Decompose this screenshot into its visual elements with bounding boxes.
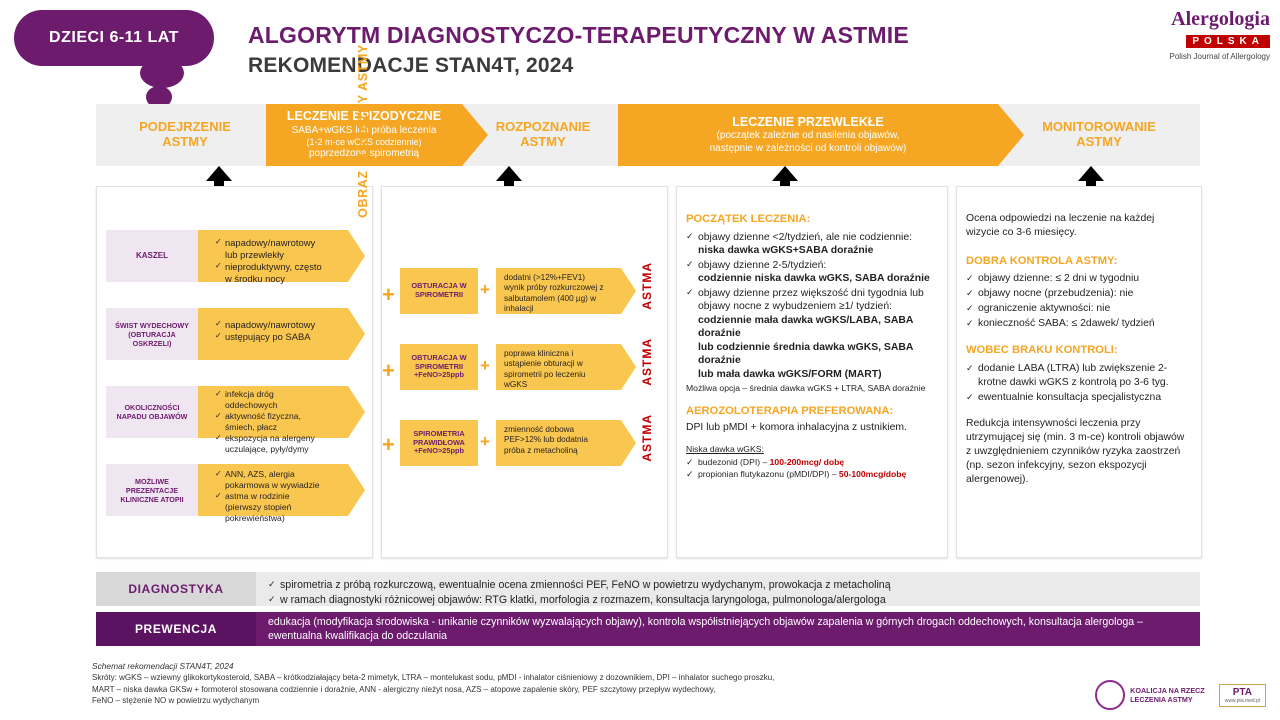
test-detail-obstruction [496, 268, 621, 314]
journal-logo-country: POLSKA [1186, 35, 1270, 48]
symptom-label-cough: KASZEL [106, 230, 198, 282]
koalicja-line2: LECZENIA ASTMY [1130, 695, 1193, 704]
koalicja-line1: KOALICJA NA RZECZ [1130, 686, 1205, 695]
symptom-label-circumstances: OKOLICZNOŚCI NAPADU OBJAWÓW [106, 386, 198, 438]
test-row-obstruction-feno [400, 344, 635, 390]
amber-arrowhead [621, 420, 636, 466]
page-subtitle: REKOMENDACJE STAN4T, 2024 [248, 54, 574, 77]
list-item [686, 469, 938, 480]
diagnostics-label: DIAGNOSTYKA [96, 572, 256, 606]
amber-arrowhead [621, 268, 636, 314]
plus-sign-1: + [382, 282, 395, 307]
pta-logo [1219, 684, 1266, 707]
monitoring-block [966, 212, 1190, 487]
treatment-item-3-text: objawy dzienne przez większość dni tygodnia lub objawy nocne z wybudzeniem ≥1/ tydzień: [698, 287, 924, 313]
footnote-source: Schemat rekomendacji STAN4T, 2024 [92, 661, 234, 671]
list-item: ✓ infekcja dróg oddechowych [216, 389, 328, 411]
flow-step-episodic-title: LECZENIE EPIZODYCZNE [286, 109, 442, 124]
monitoring-intro: Ocena odpowiedzi na leczenie na każdej wizycie co 3-6 miesięcy. [966, 213, 1155, 239]
symptom-detail-wheeze [198, 308, 348, 360]
age-group-badge: DZIECI 6-11 LAT [14, 10, 214, 66]
doses-title: Niska dawka wGKS: [686, 444, 764, 455]
list-item: ✓ aktywność fizyczna, śmiech, płacz [216, 411, 328, 433]
list-item [686, 259, 938, 286]
list-item: ✓ ekspozycja na alergeny uczulające, pyły/dymy [216, 433, 328, 455]
pta-logo-url: www.pta.med.pl [1224, 697, 1260, 704]
test-detail-obstruction-feno [496, 344, 621, 390]
list-item: ✓ astma w rodzinie (pierwszy stopień pokrewieństwa) [216, 491, 328, 524]
list-item [686, 457, 938, 468]
treatment-item-3-bold2: lub codziennie średnia dawka wGKS, SABA doraźnie [698, 341, 913, 367]
journal-logo [1090, 8, 1270, 61]
result-asthma-2: ASTMA [640, 338, 654, 386]
dose-2-name: propionian flutykazonu (pMDI/DPI) – [698, 468, 839, 479]
treatment-start-heading: POCZĄTEK LECZENIA: [686, 213, 811, 225]
treatment-item-2-text: objawy dzienne 2-5/tydzień: [698, 259, 827, 271]
symptom-row-circumstances [106, 386, 358, 454]
koalicja-emblem-icon [1095, 680, 1125, 710]
footnote-abbrev-2: MART – niska dawka GKSw + formoterol stosowana codziennie i doraźnie, ANN - alergiczny nieżyt nosa, AZS – atopowe zapalenie skóry, PEF szczytowy przepływ wydechowy, [92, 684, 716, 694]
flow-step-suspicion-line2: ASTMY [162, 134, 208, 149]
test-label-obstruction-feno: OBTURACJA W SPIROMETRII +FeNO>25ppb [400, 344, 478, 390]
test-detail-text: poprawa kliniczna i ustąpienie obturacji w spirometrii po leczeniu wGKS [504, 349, 586, 389]
dose-1-name: budezonid (DPI) – [698, 456, 770, 467]
flow-step-chronic-treatment [618, 104, 998, 166]
amber-arrowhead [348, 386, 365, 438]
treatment-note: Możliwa opcja – średnia dawka wGKS + LTRA, SABA doraźnie [686, 383, 926, 394]
journal-logo-name: Alergologia [1171, 8, 1270, 30]
footnotes [92, 660, 992, 707]
list-item: ✓ ograniczenie aktywności: nie [966, 302, 1190, 316]
dose-2-value: 50-100mcg/dobę [838, 468, 907, 479]
symptom-row-atopy [106, 464, 358, 523]
symptom-label-atopy: MOŻLIWE PREZENTACJE KLINICZNE ATOPII [106, 464, 198, 516]
test-row-normal-spirometry [400, 420, 635, 466]
symptom-row-cough [106, 230, 358, 285]
pta-logo-text: PTA [1232, 686, 1252, 698]
symptom-row-wheeze [106, 308, 358, 360]
flow-step-monitoring-line2: ASTMY [1076, 134, 1122, 149]
symptom-label-wheeze: ŚWIST WYDECHOWY (OBTURACJA OSKRZELI) [106, 308, 198, 360]
result-asthma-1: ASTMA [640, 262, 654, 310]
prevention-content: edukacja (modyfikacja środowiska - unikanie czynników wyzwalających objawy), kontrola współistniejących objawów zapalenia w górnych drogach oddechowych, konsultacja alergologa – ewentualna kwalifikacja do odczulania [268, 616, 1144, 642]
amber-arrowhead [348, 308, 365, 360]
partner-logos [1095, 680, 1266, 710]
plus-sign-2: + [382, 358, 395, 383]
list-item: ✓ napadowy/nawrotowy lub przewlekły [216, 237, 328, 261]
symptom-detail-cough [198, 230, 348, 285]
list-item: ✓ konieczność SABA: ≤ 2dawek/ tydzień [966, 317, 1190, 331]
flow-step-suspicion-line1: PODEJRZENIE [139, 119, 231, 135]
journal-logo-subtitle: Polish Journal of Allergology [1169, 52, 1270, 61]
flow-step-suspicion [110, 104, 260, 166]
diagnostics-bar [96, 572, 1200, 606]
prevention-label: PREWENCJA [96, 612, 256, 646]
flow-step-monitoring-line1: MONITOROWANIE [1042, 119, 1156, 135]
treatment-item-1-bold: niska dawka wGKS+SABA doraźnie [698, 245, 874, 257]
aerosol-text: DPI lub pMDI + komora inhalacyjna z ustnikiem. [686, 421, 907, 433]
list-item: ✓ objawy nocne (przebudzenia): nie [966, 287, 1190, 301]
list-item: ✓ nieproduktywny, często w środku nocy [216, 261, 328, 285]
test-row-obstruction [400, 268, 635, 314]
treatment-item-3-bold: codziennie mała dawka wGKS/LABA, SABA doraźnie [698, 314, 913, 340]
footnote-abbrev-3: FeNO – stężenie NO w powietrzu wydychanym [92, 696, 260, 706]
list-item: ✓ spirometria z próbą rozkurczową, ewentualnie ocena zmienności PEF, FeNO w powietrzu wydychanym, prowokacja z metacholiną [268, 579, 1183, 593]
footnote-abbrev-1: Skróty: wGKS – wziewny glikokortykosteroid, SABA – krótkodziałający beta-2 mimetyk, LTRA – montelukast sodu, pMDI - inhalator ciśnieniowy z dozownikiem, DPI – inhalator suchego proszku, [92, 673, 775, 683]
aerosol-heading: AEROZOLOTERAPIA PREFEROWANA: [686, 404, 894, 417]
treatment-item-2-bold: codziennie niska dawka wGKS, SABA doraźnie [698, 273, 930, 285]
flow-step-diagnosis-line1: ROZPOZNANIE [495, 119, 591, 135]
diagnostics-content [268, 576, 1183, 609]
flow-step-episodic-line2: (1-2 m-ce wGKS codziennie) [306, 137, 422, 148]
koalicja-logo-text [1130, 686, 1205, 704]
symptom-detail-circumstances [198, 386, 348, 454]
koalicja-logo [1095, 680, 1205, 710]
flow-step-chronic-title: LECZENIE PRZEWLEKŁE [732, 114, 884, 129]
plus-icon: + [480, 280, 490, 299]
good-control-heading: DOBRA KONTROLA ASTMY: [966, 255, 1118, 268]
treatment-start-block [686, 212, 938, 480]
list-item [686, 287, 938, 382]
list-item: ✓ napadowy/nawrotowy [216, 319, 328, 331]
no-control-heading: WOBEC BRAKU KONTROLI: [966, 344, 1118, 357]
prevention-bar [96, 612, 1200, 646]
plus-sign-3: + [382, 432, 395, 457]
list-item: ✓ dodanie LABA (LTRA) lub zwiększenie 2-krotne dawki wGKS z kontrolą po 3-6 tyg. [966, 362, 1190, 390]
test-label-normal-spirometry: SPIROMETRIA PRAWIDŁOWA +FeNO>25ppb [400, 420, 478, 466]
flow-step-diagnosis-line2: ASTMY [520, 134, 566, 149]
test-detail-text: zmienność dobowa PEF>12% lub dodatnia próba z metacholiną [504, 425, 588, 455]
treatment-item-3-bold3: lub mała dawka wGKS/FORM (MART) [698, 368, 882, 380]
list-item: ✓ objawy dzienne: ≤ 2 dni w tygodniu [966, 272, 1190, 286]
flow-step-chronic-line2: następnie w zależności od kontroli objawów) [709, 142, 907, 154]
amber-arrowhead [621, 344, 636, 390]
result-asthma-3: ASTMA [640, 414, 654, 462]
list-item: ✓ w ramach diagnostyki różnicowej objawów: RTG klatki, morfologia z rozmazem, konsultacja laryngologa, pulmonologa/alergologa [268, 594, 1183, 608]
list-item [686, 231, 938, 258]
dose-1-value: 100-200mcg/ dobę [769, 456, 845, 467]
list-item: ✓ ANN, AZS, alergia pokarmowa w wywiadzie [216, 469, 328, 491]
test-label-obstruction: OBTURACJA W SPIROMETRII [400, 268, 478, 314]
test-detail-text: dodatni (>12%+FEV1) wynik próby rozkurczowej z salbutamolem (400 µg) w inhalacji [504, 273, 604, 313]
clinical-picture-vertical-label: OBRAZ KLINICZNY ASTMY [356, 44, 370, 218]
list-item: ✓ ustępujący po SABA [216, 331, 328, 343]
symptom-detail-atopy [198, 464, 348, 523]
plus-icon: + [480, 356, 490, 375]
test-detail-normal-spirometry [496, 420, 621, 466]
list-item: ✓ ewentualnie konsultacja specjalistyczna [966, 391, 1190, 405]
flow-step-monitoring [1006, 104, 1192, 166]
flow-step-episodic-line3: poprzedzona spirometrią [308, 148, 420, 160]
page-title: ALGORYTM DIAGNOSTYCZO-TERAPEUTYCZNY W ASTMIE [248, 22, 909, 48]
flow-step-diagnosis [478, 104, 608, 166]
amber-arrowhead [348, 464, 365, 516]
monitoring-outro: Redukcja intensywności leczenia przy utrzymującej się (min. 3 m-ce) kontroli objawów z uwzględnieniem czynników ryzyka zaostrzeń (np. sezon infekcyjny, sezon ekspozycji alergenowej). [966, 417, 1185, 485]
flow-step-episodic-line1: SABA+wGKS lub próba leczenia [291, 124, 437, 136]
flow-step-chronic-line1: (początek zależnie od nasilenia objawów, [716, 130, 900, 142]
treatment-item-1-text: objawy dzienne <2/tydzień, ale nie codziennie: [698, 231, 913, 243]
plus-icon: + [480, 432, 490, 451]
